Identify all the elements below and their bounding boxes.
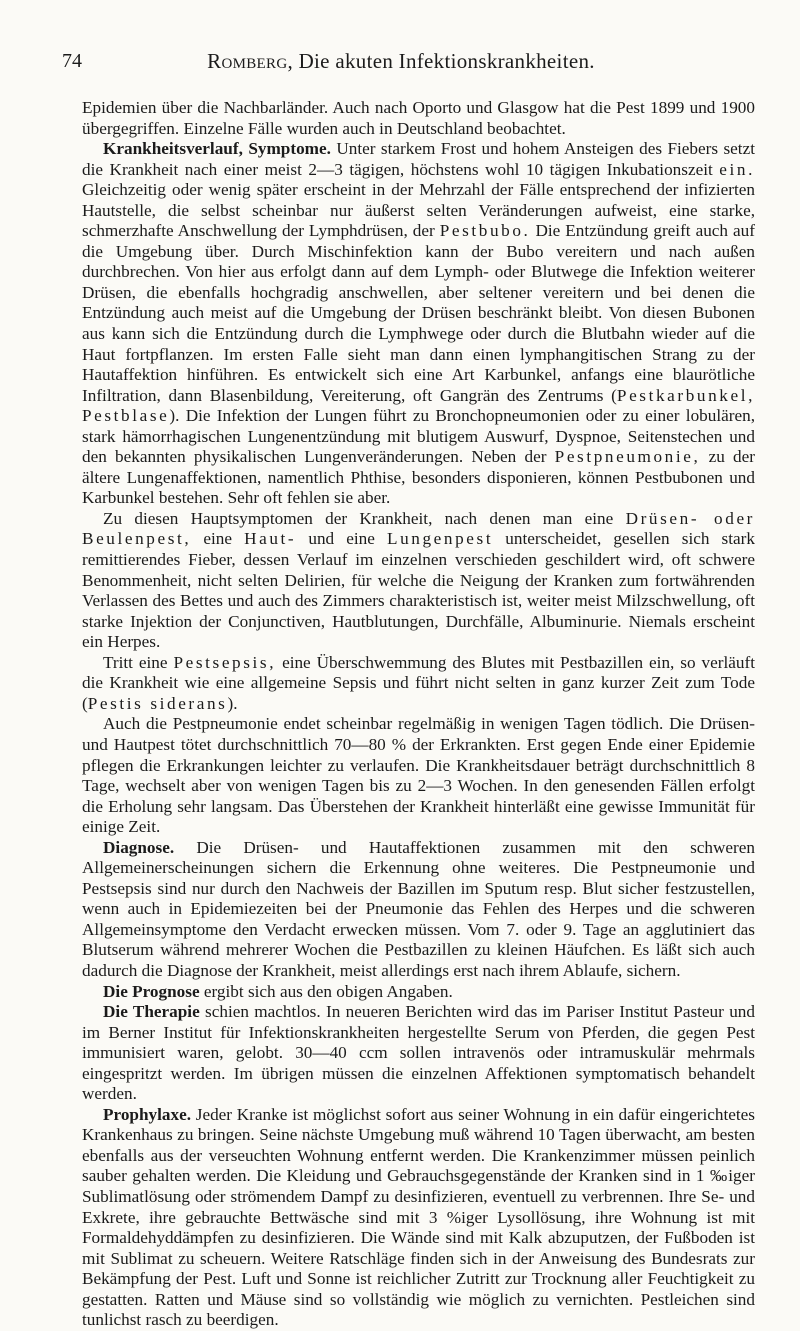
paragraph-text: und eine (296, 529, 387, 549)
paragraph-text: Jeder Kranke ist möglichst sofort aus seiner Wohnung in ein dafür eingerichtetes Krankenhaus zu bringen. Seine nächste Umgebung muß während 10 Tagen überwacht, am besten ebenfalls aus der verseuchten Wohnung entfernt werden. Die Krankenzimmer müssen peinlich sauber gehalten werden. Die Kleidung und Gebrauchsgegenstände der Kranken sind in 1 (82, 1104, 755, 1186)
paragraph-text: ergibt sich aus den obigen Angaben. (199, 981, 453, 1001)
paragraph-text: Epidemien über die Nachbarländer. Auch nach Oporto und Glasgow hat die Pest 1899 und 1900 übergegriffen. Einzelne Fälle wurden auch in Deutschland beobachtet. (82, 98, 755, 138)
paragraph-text: Zu diesen Hauptsymptomen der Krankheit, nach denen man eine (103, 508, 626, 528)
term-pestis-siderans: Pestis siderans (87, 693, 228, 713)
paragraph-text: Die Drüsen- und Hautaffektionen zusammen mit den schweren Allgemeinerscheinungen sichern die Erkennung ohne weiteres. Die Pestpneumonie und Pestsepsis sind nur durch den Nachweis der Bazillen im Sputum resp. Blut sicher festzustellen, wenn auch in Epidemiezeiten bei der Pneumonie das Fehlen des Herpes und die schweren Allgemeinsymptome den Verdacht erwecken müssen. Vom 7. oder 9. Tage an agglutiniert das Blutserum während mehrerer Wochen die Pestbazillen zu kleinen Häufchen. Es läßt sich auch dadurch die Diagnose der Krankheit, meist allerdings erst nach ihrem Ablaufe, sichern. (82, 837, 755, 980)
paragraph-diagnosis (82, 838, 755, 982)
page-header (62, 46, 740, 76)
paragraph-prophylaxis (82, 1105, 755, 1331)
term-pestpneumonie: Pestpneumonie, (554, 447, 701, 467)
term-druesenpest: Drüsen- oder Beulenpest, (82, 508, 755, 549)
term-lungenpest: Lungenpest (387, 529, 494, 549)
term-pestsepsis: Pestsepsis, (173, 652, 277, 672)
paragraph-text: eine Überschwemmung des Blutes mit Pestbazillen ein, so verläuft die Krankheit wie eine allgemeine Sepsis und führt nicht selten in ganz kurzer Zeit zum Tode ( (82, 652, 755, 713)
paragraph-text: ). Die Infektion der Lungen führt zu Bronchopneumonien oder zu einer lobulären, stark hämorrhagischen Lungenentzündung mit blutigem Auswurf, Dyspnoe, Seitenstechen und den bekannten physikalischen Lungenveränderungen. Neben der (82, 406, 755, 467)
page-number: 74 (62, 50, 82, 72)
running-head-title: Die akuten Infektionskrankheiten. (298, 49, 595, 73)
paragraph-epidemics (82, 98, 755, 139)
paragraph-text: zu der ältere Lungenaffektionen, namentlich Phthise, besonders disponieren, können Pestbubonen und Karbunkel bestehen. Sehr oft fehlen sie aber. (82, 447, 755, 508)
term-pestkarbunkel: Pestkarbunkel, Pestblase (82, 385, 755, 426)
paragraph-prognosis (82, 982, 755, 1003)
emphasis-text: ein. (719, 159, 755, 179)
term-hautpest: Haut- (244, 529, 297, 549)
paragraph-text: iger Sublimatlösung oder strömendem Dampf zu desinfizieren, eventuell zu verbrennen. Ihre Se- und Exkrete, ihre gebrauchte Bettwäsche sind mit 3 %iger Lysollösung, ihre Wohnung ist mit Formaldehyddämpfen zu desinfizieren. Die Wände sind mit Kalk abzuputzen, der Fußboden ist mit Sublimat zu scheuern. Weitere Ratschläge finden sich in der Anweisung des Bundesrats zur Bekämpfung der Pest. Luft und Sonne ist reichlicher Zutritt zur Trocknung aller Feuchtigkeit zu gestatten. Ratten und Mäuse sind so vollständig wie möglich zu vernichten. Pestleichen sind tunlichst rasch zu beerdigen. (82, 1166, 755, 1330)
section-heading-prognosis: Die Prognose (103, 981, 200, 1001)
paragraph-text: ). (227, 693, 238, 713)
section-heading-course: Krankheitsverlauf, Symptome. (103, 139, 331, 159)
paragraph-course (82, 139, 755, 509)
paragraph-text: eine (191, 529, 245, 549)
permille-sign: ‰ (709, 1166, 729, 1186)
running-head-author: Romberg, (207, 49, 294, 73)
paragraph-text: Die (103, 1002, 133, 1022)
paragraph-text: unterscheidet, gesellen sich stark remittierendes Fieber, dessen Verlauf im einzelnen verschieden geschildert wird, oft schwere Benommenheit, nicht selten Delirien, für welche die Neigung der Kranken zum fortwährenden Verlassen des Bettes und auch des Zimmers charakteristisch ist, weiter meist Milzschwellung, oft starke Injektion der Conjunctiven, Hautblutungen, Durchfälle, Albuminurie. Niemals erscheint ein Herpes. (82, 529, 755, 652)
paragraph-sepsis (82, 653, 755, 715)
paragraph-text: Tritt eine (103, 652, 174, 672)
paragraph-text: Unter starkem Frost und hohem Ansteigen des Fiebers setzt die Krankheit nach einer meist 2—3 tägigen, höchstens wohl 10 tägigen Inkubationszeit (82, 139, 755, 179)
paragraph-text: Gleichzeitig oder wenig später erscheint in der Mehrzahl der Fälle entsprechend der infizierten Hautstelle, die selbst scheinbar nur äußerst selten Veränderungen aufweist, eine starke, schmerzhafte Anschwellung der Lymphdrüsen, der (82, 180, 755, 241)
body-text (82, 98, 755, 1331)
paragraph-mortality (82, 714, 755, 837)
section-heading-diagnosis: Diagnose. (103, 837, 175, 857)
paragraph-text: Auch die Pestpneumonie endet scheinbar regelmäßig in wenigen Tagen tödlich. Die Drüsen- und Hautpest tötet durchschnittlich 70—80 % der Erkrankten. Erst gegen Ende einer Epidemie pflegen die Erkrankungen leichter zu verlaufen. Die Krankheitsdauer beträgt durchschnittlich 8 Tage, wechselt aber von wenigen Tagen bis zu 2—3 Wochen. In den genesenden Fällen erfolgt die Erholung sehr langsam. Das Überstehen der Krankheit hinterläßt eine gewisse Immunität für einige Zeit. (82, 714, 755, 837)
paragraph-text: schien machtlos. In neueren Berichten wird das im Pariser Institut Pasteur und im Berner Institut für Infektionskrankheiten hergestellte Serum von Pferden, die gegen Pest immunisiert waren, gelobt. 30—40 ccm sollen intravenös oder intramuskulär mehrmals eingespritzt werden. Im übrigen müssen die einzelnen Affektionen symptomatisch behandelt werden. (82, 1002, 755, 1104)
section-heading-prophylaxis: Prophylaxe. (103, 1104, 192, 1124)
paragraph-therapy (82, 1002, 755, 1105)
paragraph-text: Die Entzündung greift auch auf die Umgebung über. Durch Mischinfektion kann der Bubo vereitern und nach außen durchbrechen. Von hier aus erfolgt dann auf dem Lymph- oder Blutwege die Infektion weiterer Drüsen, die ebenfalls hochgradig anschwellen, aber seltener vereitern und bei denen die Entzündung auch meist auf die Umgebung der Drüsen beschränkt bleibt. Von diesen Bubonen aus kann sich die Entzündung durch die Lymphwege oder durch die Blutbahn wieder auf die Haut fortpflanzen. Im ersten Falle sieht man dann einen lymphangitischen Strang zu der Hautaffektion hinführen. Es entwickelt sich eine Art Karbunkel, anfangs eine blaurötliche Infiltration, dann Blasenbildung, Vereiterung, oft Gangrän des Zentrums ( (82, 221, 755, 405)
paragraph-forms (82, 509, 755, 653)
section-heading-therapy: Therapie (132, 1002, 200, 1022)
term-pestbubo: Pestbubo. (439, 221, 531, 241)
running-head (62, 46, 740, 76)
